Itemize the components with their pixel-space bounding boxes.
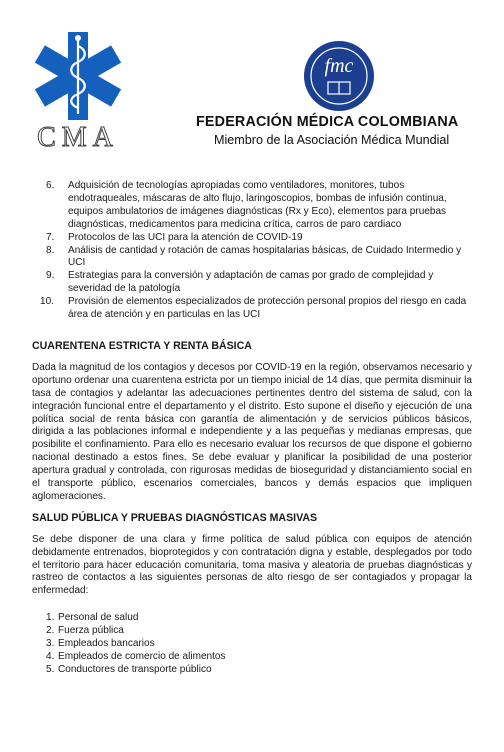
federation-subtitle: Miembro de la Asociación Médica Mundial xyxy=(214,133,450,147)
list-item: 9. Estrategias para la conversión y adaptación de camas por grado de complejidad y severidad de la patología xyxy=(46,270,434,295)
list-item: 10. Provisión de elementos especializados de protección personal propios del riesgo en cada área de atención y en particulas en las UCI xyxy=(40,296,467,321)
page-header xyxy=(0,0,504,165)
fmc-logo xyxy=(303,40,375,112)
section-quarantine xyxy=(32,340,472,504)
list-item: 4. Empleados de comercio de alimentos xyxy=(46,651,226,662)
section-heading: CUARENTENA ESTRICTA Y RENTA BÁSICA xyxy=(32,339,252,352)
list-item: 8. Análisis de cantidad y rotación de camas hospitalarias básicas, de Cuidado Intermedio y UCI xyxy=(46,244,462,269)
federation-name: FEDERACIÓN MÉDICA COLOMBIANA xyxy=(196,114,459,130)
section-paragraph: Se debe disponer de una clara y firme política de salud pública con equipos de atención debidamente entrenados, bioprotegidos y con contratación digna y estable, desplegados por todo el territorio para hacer educación comunitaria, toma masiva y aleatoria de pruebas diagnósticas y rastreo de contactos a las siguientes personas de alto riesgo de ser contagiados y propagar la enfermedad: xyxy=(32,533,472,597)
star-of-life-logo xyxy=(28,28,128,150)
section-paragraph: Dada la magnitud de los contagios y decesos por COVID-19 en la región, observamos necesario y oportuno ordenar una cuarentena estricta por un tiempo inicial de 14 días, que permita disminuir la tasa de contagios y adelantar las adecuaciones pertinentes dentro del sistema de salud, con la integración funcional entre el departamento y el distrito. Esto supone el diseño y ejecución de una política social de renta básica con garantía de alimentación y de servicios públicos básicos, dirigida a las poblaciones informal e independiente y a las pequeñas y medianas empresas, que posibilite el confinamiento. Para ello es necesario evaluar los recursos de que dispone el gobierno nacional destinado a estos fines. Se debe evaluar y planificar la posibilidad de una posterior apertura gradual y controlada, con rigurosas medidas de bioseguridad y distanciamiento social en el transporte público, escenarios comerciales, bancos y demás espacios que impliquen aglomeraciones. xyxy=(32,361,472,502)
cma-logo-text: CMA xyxy=(37,122,119,150)
top-numbered-list xyxy=(32,180,472,322)
bottom-numbered-list xyxy=(32,612,472,677)
list-item: 2. Fuerza pública xyxy=(46,625,124,637)
list-item: 3. Empleados bancarios xyxy=(46,638,155,650)
fmc-logo-text: fmc xyxy=(324,55,354,77)
list-item: 7. Protocolos de las UCI para la atención de COVID-19 xyxy=(46,231,303,243)
list-item: 5. Conductores de transporte público xyxy=(46,663,212,675)
list-item: 6. Adquisición de tecnologías apropiadas como ventiladores, monitores, tubos endotraqueales, máscaras de alto flujo, laringoscopios, bombas de infusión continua, equipos ambulatorios de imágenes diagnósticas (Rx y Eco), elementos para pruebas diagnósticas, medicamentos para medicina crítica, carros de paro cardiaco xyxy=(46,180,447,230)
list-item: 1. Personal de salud xyxy=(46,612,139,624)
section-public-health xyxy=(32,512,472,598)
document-body xyxy=(32,180,472,677)
section-heading: SALUD PÚBLICA Y PRUEBAS DIAGNÓSTICAS MASIVAS xyxy=(32,511,318,524)
